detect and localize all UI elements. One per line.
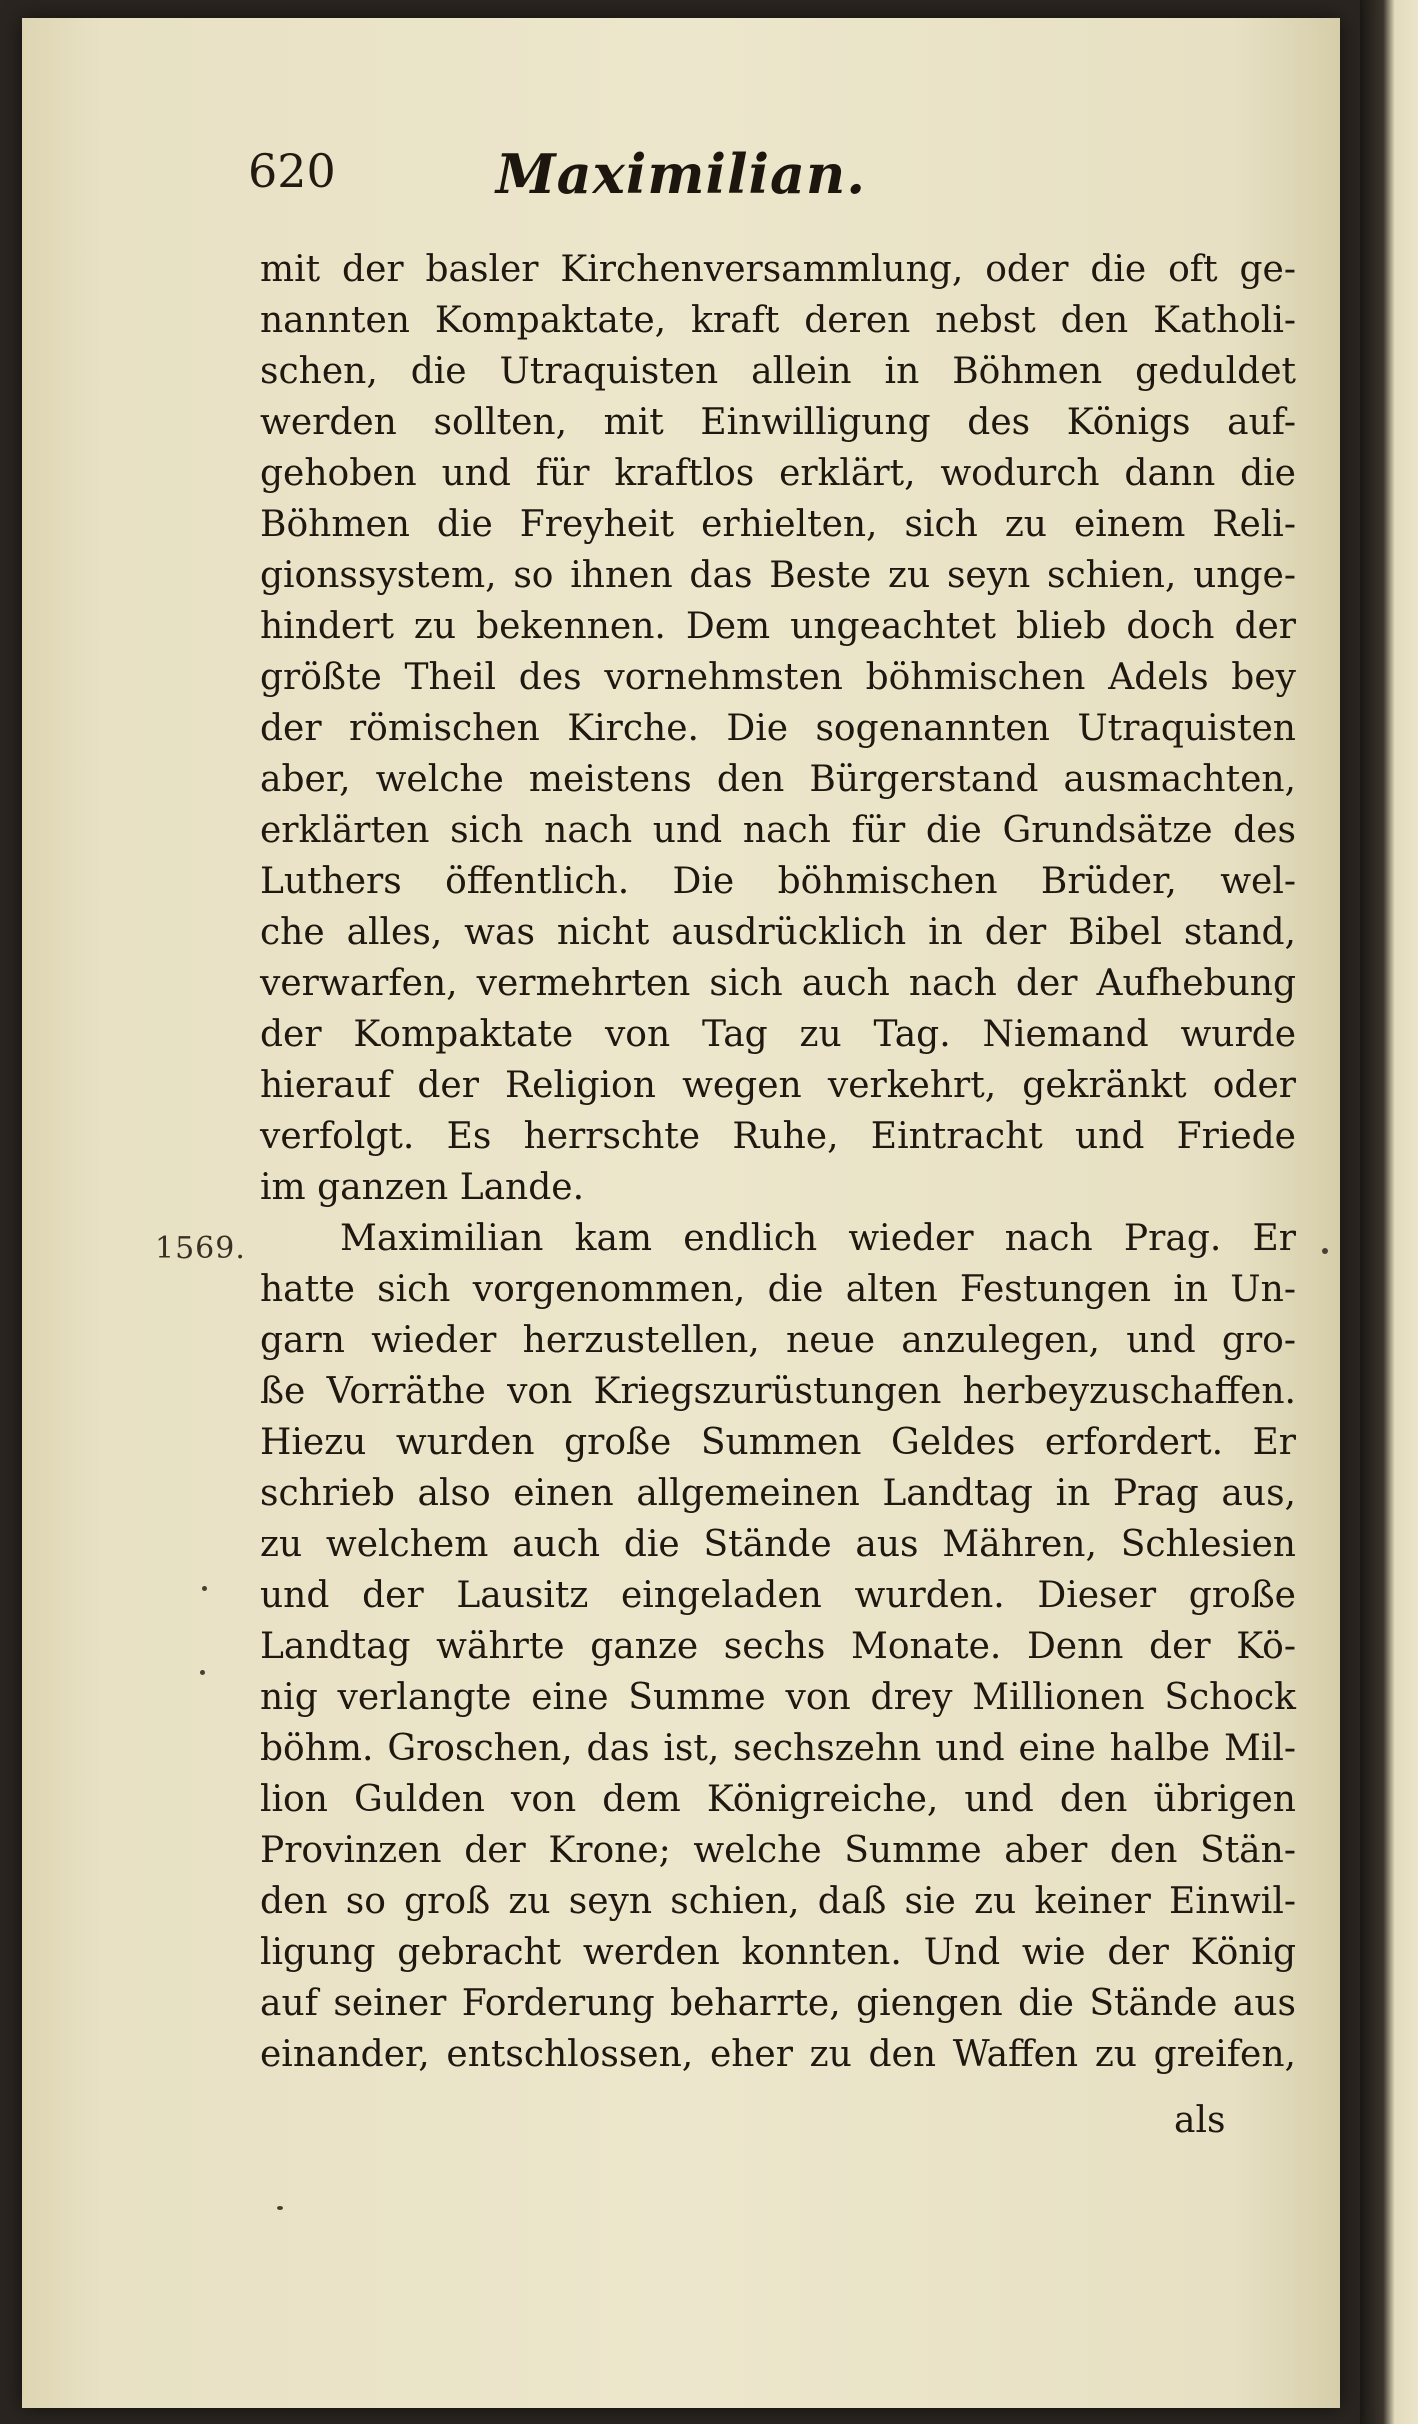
text-line: und der Lausitz eingeladen wurden. Dieser große: [260, 1575, 1296, 1616]
text-line: werden sollten, mit Einwilligung des Königs auf-: [260, 402, 1296, 443]
text-line: größte Theil des vornehmsten böhmischen Adels bey: [260, 657, 1296, 698]
text-line: nig verlangte eine Summe von drey Millionen Schock: [260, 1677, 1296, 1718]
text-line: lion Gulden von dem Königreiche, und den übrigen: [260, 1779, 1296, 1820]
text-line: nannten Kompaktate, kraft deren nebst den Katholi-: [260, 300, 1296, 341]
body-text: [260, 244, 1296, 2080]
ink-speck: [200, 1670, 205, 1675]
text-line: zu welchem auch die Stände aus Mähren, Schlesien: [260, 1524, 1296, 1565]
text-line: garn wieder herzustellen, neue anzulegen, und gro-: [260, 1320, 1296, 1361]
ink-speck: [202, 1586, 207, 1591]
text-line: ligung gebracht werden konnten. Und wie der König: [260, 1932, 1296, 1973]
text-line: böhm. Groschen, das ist, sechszehn und eine halbe Mil-: [260, 1728, 1296, 1769]
text-line: schrieb also einen allgemeinen Landtag in Prag aus,: [260, 1473, 1296, 1514]
text-line: der Kompaktate von Tag zu Tag. Niemand wurde: [260, 1014, 1296, 1055]
running-head: Maximilian.: [495, 142, 867, 206]
text-line: auf seiner Forderung beharrte, giengen die Stände aus: [260, 1983, 1296, 2024]
text-line: Provinzen der Krone; welche Summe aber den Stän-: [260, 1830, 1296, 1871]
text-line-paragraph-start: Maximilian kam endlich wieder nach Prag. Er: [340, 1218, 1296, 1259]
text-line: Luthers öffentlich. Die böhmischen Brüder, wel-: [260, 861, 1296, 902]
text-line: schen, die Utraquisten allein in Böhmen geduldet: [260, 351, 1296, 392]
page-number: 620: [248, 144, 336, 198]
text-line: gehoben und für kraftlos erklärt, wodurch dann die: [260, 453, 1296, 494]
text-line: mit der basler Kirchenversammlung, oder die oft ge-: [260, 249, 1296, 290]
facing-page-edge: [1360, 0, 1418, 2424]
text-line: che alles, was nicht ausdrücklich in der Bibel stand,: [260, 912, 1296, 953]
text-line: den so groß zu seyn schien, daß sie zu keiner Einwil-: [260, 1881, 1296, 1922]
text-line: aber, welche meistens den Bürgerstand ausmachten,: [260, 759, 1296, 800]
text-line: hindert zu bekennen. Dem ungeachtet blieb doch der: [260, 606, 1296, 647]
text-line: verfolgt. Es herrschte Ruhe, Eintracht und Friede: [260, 1116, 1296, 1157]
text-line-paragraph-end: im ganzen Lande.: [260, 1167, 585, 1208]
book-page: [22, 18, 1340, 2408]
text-line: hatte sich vorgenommen, die alten Festungen in Un-: [260, 1269, 1296, 1310]
catchword: als: [1174, 2100, 1226, 2141]
text-line: ße Vorräthe von Kriegszurüstungen herbeyzuschaffen.: [260, 1371, 1296, 1412]
text-line: einander, entschlossen, eher zu den Waffen zu greifen,: [260, 2034, 1296, 2075]
text-line: Hiezu wurden große Summen Geldes erfordert. Er: [260, 1422, 1296, 1463]
text-line: erklärten sich nach und nach für die Grundsätze des: [260, 810, 1296, 851]
text-line: Böhmen die Freyheit erhielten, sich zu einem Reli-: [260, 504, 1296, 545]
page-header: [22, 136, 1340, 206]
text-line: der römischen Kirche. Die sogenannten Utraquisten: [260, 708, 1296, 749]
text-line: hierauf der Religion wegen verkehrt, gekränkt oder: [260, 1065, 1296, 1106]
ink-speck: [1322, 1248, 1328, 1254]
text-line: gionssystem, so ihnen das Beste zu seyn schien, unge-: [260, 555, 1296, 596]
margin-year-note: 1569.: [155, 1231, 246, 1266]
ink-speck: [277, 2206, 283, 2210]
text-line: Landtag währte ganze sechs Monate. Denn der Kö-: [260, 1626, 1296, 1667]
text-line: verwarfen, vermehrten sich auch nach der Aufhebung: [260, 963, 1296, 1004]
